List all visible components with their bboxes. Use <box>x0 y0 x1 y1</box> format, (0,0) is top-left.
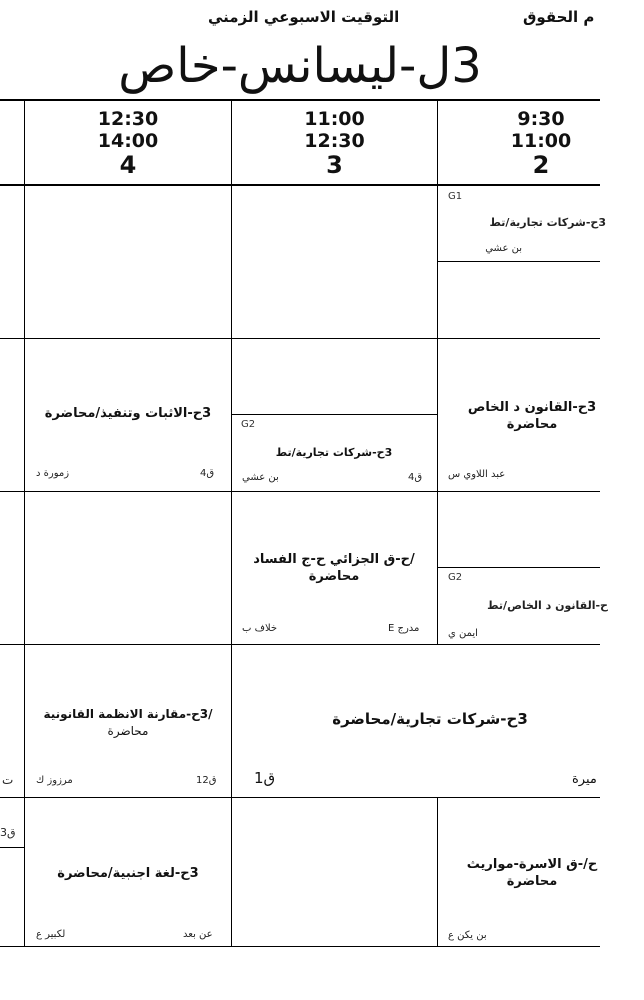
session-subject: 3ح-لغة اجنبية/محاضرة <box>57 866 199 881</box>
teacher-name: بن عشي <box>485 243 522 254</box>
subject-type: محاضرة <box>308 569 360 584</box>
row-line-2 <box>0 491 600 492</box>
table-top-border <box>0 99 600 101</box>
row-line-3 <box>0 644 600 645</box>
subject-type: محاضرة <box>506 874 558 889</box>
column-number: 2 <box>532 151 550 179</box>
room-label: ق12 <box>196 775 217 786</box>
session-subject: 3ح-شركات تجارية/محاضرة <box>332 710 528 728</box>
column-start: 11:00 <box>304 108 365 130</box>
subject-line: /ح-ق الجزائي ح-ج الفساد <box>253 552 415 567</box>
grid-vline-1 <box>24 99 25 947</box>
room-label: مدرج E <box>388 623 420 634</box>
schedule-title: التوقيت الاسبوعي الزمني <box>208 8 400 26</box>
column-number: 3 <box>326 151 343 179</box>
split-line-r2c3 <box>231 414 437 415</box>
grid-vline-3 <box>437 99 438 947</box>
teacher-name: ايمن ي <box>448 628 478 639</box>
room-label: ق1 <box>254 769 276 787</box>
row-line-5 <box>0 946 600 947</box>
grid-vline-2 <box>231 99 232 947</box>
group-label: G1 <box>448 191 463 202</box>
column-header-2 <box>438 108 644 178</box>
column-end: 12:30 <box>304 130 365 152</box>
left-fragment: ت <box>2 773 14 787</box>
teacher-name: بن عشي <box>242 472 279 483</box>
session-subject <box>30 706 226 740</box>
session-subject: 3ح-شركات تجارية/تط <box>489 216 606 229</box>
column-header-4 <box>25 108 231 178</box>
teacher-name: عبد اللاوي س <box>448 469 506 480</box>
column-end: 11:00 <box>510 130 572 152</box>
teacher-name: لكبير ع <box>36 929 66 940</box>
column-header-3 <box>232 108 437 178</box>
teacher-name: زمورة د <box>36 468 70 479</box>
session-subject <box>444 399 620 433</box>
teacher-name: ميرة <box>572 772 597 787</box>
teacher-name: مرزوز ك <box>36 775 73 786</box>
session-subject <box>444 856 620 890</box>
subject-type: محاضرة <box>107 724 149 738</box>
room-label: ق4 <box>200 468 215 479</box>
teacher-name: بن يكن ع <box>448 930 487 941</box>
column-end: 14:00 <box>97 130 159 152</box>
subject-type: محاضرة <box>506 417 558 432</box>
table-header-border <box>0 184 600 186</box>
split-line-r1c3 <box>437 261 600 262</box>
session-subject <box>236 551 432 585</box>
subject-line: ح/-ق الاسرة-مواريث <box>466 857 598 872</box>
session-subject: 3ح-الاثبات وتنفيذ/محاضرة <box>44 406 212 421</box>
session-subject: ح-القانون د الخاص/تط <box>487 599 608 612</box>
column-start: 9:30 <box>517 108 565 130</box>
split-line-r3c2 <box>437 567 600 568</box>
subject-line: /3ح-مقارنة الانظمة القانونية <box>43 707 213 721</box>
teacher-name: خلاف ب <box>242 623 278 634</box>
row-line-1 <box>0 338 600 339</box>
column-start: 12:30 <box>97 108 159 130</box>
column-number: 4 <box>119 151 137 179</box>
class-title: 3ل-ليسانس-خاص <box>118 38 482 94</box>
faculty-label: م الحقوق <box>523 8 595 26</box>
group-label: G2 <box>241 419 256 430</box>
left-fragment: ق3 <box>0 826 16 839</box>
row-line-4 <box>0 797 600 798</box>
room-label: ق4 <box>408 472 423 483</box>
subject-line: 3ح-القانون د الخاص <box>467 400 597 415</box>
group-label: G2 <box>448 572 463 583</box>
split-line-left <box>0 847 24 848</box>
session-subject: 3ح-شركات تجارية/تط <box>275 446 393 459</box>
room-label: عن بعد <box>183 929 213 940</box>
